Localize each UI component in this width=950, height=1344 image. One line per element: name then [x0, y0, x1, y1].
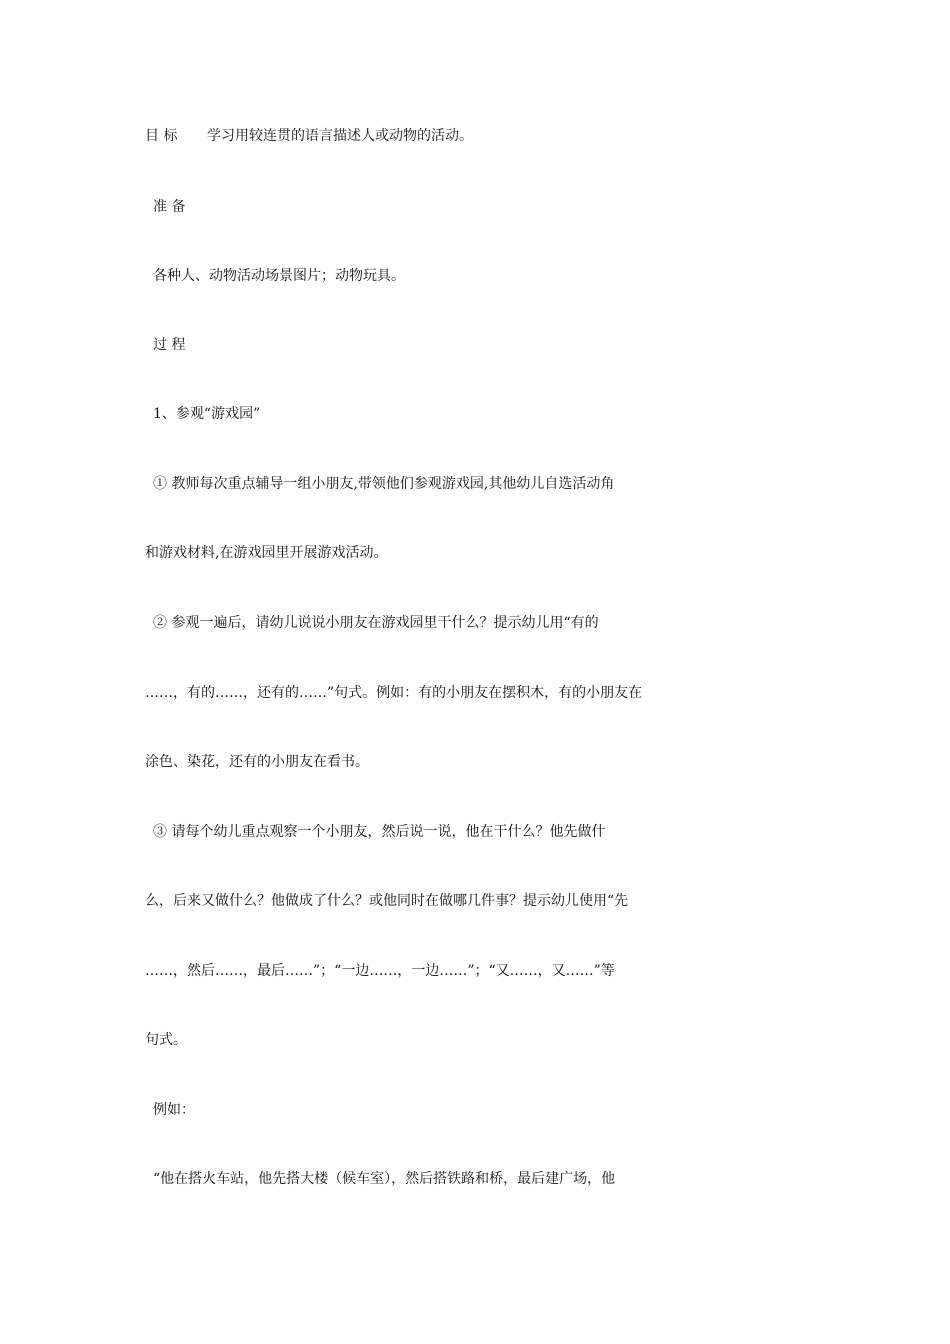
prep-text: 各种人、动物活动场景图片；动物玩具。 — [153, 268, 405, 284]
paragraph-2-line-2: ……，有的……，还有的……”句式。例如：有的小朋友在摆积木，有的小朋友在 — [145, 685, 643, 701]
paragraph-1-line-1: ① 教师每次重点辅导一组小朋友,带领他们参观游戏园,其他幼儿自选活动角 — [153, 476, 615, 492]
paragraph-3-line-2: 么，后来又做什么？他做成了什么？或他同时在做哪几件事？提示幼儿使用“先 — [145, 893, 629, 909]
process-heading: 过 程 — [153, 337, 186, 353]
goal-line — [145, 126, 473, 146]
prep-heading: 准 备 — [153, 199, 186, 215]
paragraph-3-line-3: ……，然后……，最后……”；“一边……，一边……”；“又……，又……”等 — [145, 963, 615, 979]
paragraph-3-line-4: 句式。 — [145, 1032, 187, 1048]
goal-text: 学习用较连贯的语言描述人或动物的活动。 — [207, 128, 473, 144]
step1-title: 1、参观“游戏园” — [153, 406, 261, 422]
example-line-1: “他在搭火车站，他先搭大楼（候车室），然后搭铁路和桥，最后建广场，他 — [153, 1171, 616, 1187]
paragraph-1-line-2: 和游戏材料,在游戏园里开展游戏活动。 — [145, 545, 388, 561]
paragraph-2-line-3: 涂色、染花，还有的小朋友在看书。 — [145, 754, 369, 770]
paragraph-3-line-1: ③ 请每个幼儿重点观察一个小朋友，然后说一说，他在干什么？他先做什 — [153, 824, 606, 840]
paragraph-2-line-1: ② 参观一遍后，请幼儿说说小朋友在游戏园里干什么？提示幼儿用“有的 — [153, 615, 599, 631]
example-label: 例如： — [153, 1102, 195, 1118]
goal-label: 目 标 — [145, 128, 178, 144]
